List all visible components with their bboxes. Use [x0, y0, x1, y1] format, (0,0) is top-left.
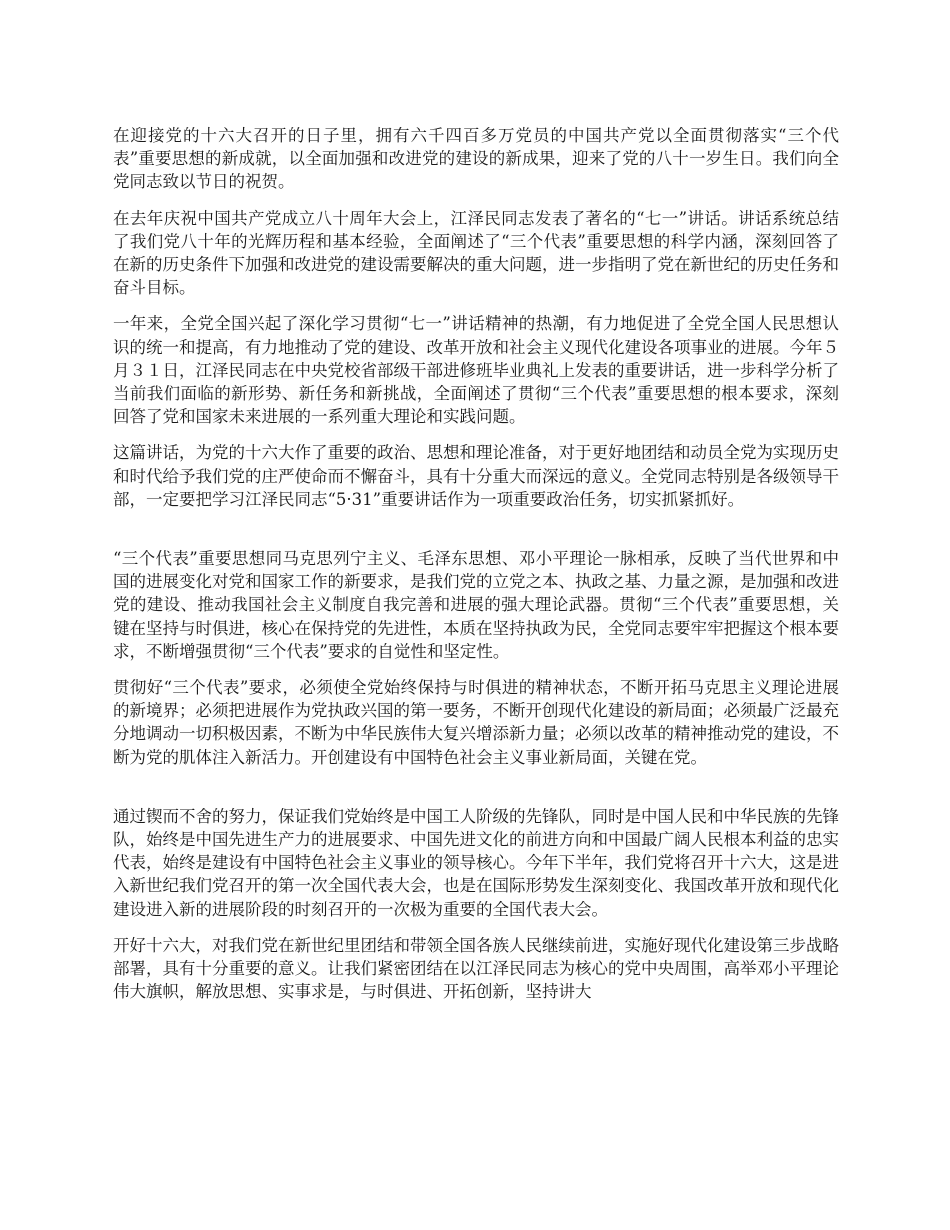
paragraph-5: “三个代表”重要思想同马克思列宁主义、毛泽东思想、邓小平理论一脉相承，反映了当代世界和中国的进展变化对党和国家工作的新要求，是我们党的立党之本、执政之基、力量之源，是加强和改进党的建设、推动我国社会主义制度自我完善和进展的强大理论武器。贯彻“三个代表”重要思想，关键在坚持与时俱进，核心在保持党的先进性，本质在坚持执政为民，全党同志要牢牢把握这个根本要求，不断增强贯彻“三个代表”要求的自觉性和坚定性。 [113, 549, 839, 661]
paragraph-7: 通过锲而不舍的努力，保证我们党始终是中国工人阶级的先锋队，同时是中国人民和中华民族的先锋队，始终是中国先进生产力的进展要求、中国先进文化的前进方向和中国最广阔人民根本利益的忠实代表，始终是建设有中国特色社会主义事业的领导核心。今年下半年，我们党将召开十六大，这是进入新世纪我们党召开的第一次全国代表大会，也是在国际形势发生深刻变化、我国改革开放和现代化建设进入新的进展阶段的时刻召开的一次极为重要的全国代表大会。 [113, 806, 839, 919]
document-body [113, 124, 839, 1017]
paragraph-1: 在迎接党的十六大召开的日子里，拥有六千四百多万党员的中国共产党以全面贯彻落实“三个代表”重要思想的新成就，以全面加强和改进党的建设的新成果，迎来了党的八十一岁生日。我们向全党同志致以节日的祝贺。 [113, 126, 839, 192]
paragraph-4: 这篇讲话，为党的十六大作了重要的政治、思想和理论准备，对于更好地团结和动员全党为实现历史和时代给予我们党的庄严使命而不懈奋斗，具有十分重大而深远的意义。全党同志特别是各级领导干部，一定要把学习江泽民同志“5·31”重要讲话作为一项重要政治任务，切实抓紧抓好。 [113, 443, 839, 509]
paragraph-8: 开好十六大，对我们党在新世纪里团结和带领全国各族人民继续前进，实施好现代化建设第三步战略部署，具有十分重要的意义。让我们紧密团结在以江泽民同志为核心的党中央周围，高举邓小平理论伟大旗帜，解放思想、实事求是，与时俱进、开拓创新，坚持讲大 [113, 935, 839, 1002]
paragraph-3: 一年来，全党全国兴起了深化学习贯彻“七一”讲话精神的热潮，有力地促进了全党全国人民思想认识的统一和提高，有力地推动了党的建设、改革开放和社会主义现代化建设各项事业的进展。今年５月３１日，江泽民同志在中央党校省部级干部进修班毕业典礼上发表的重要讲话，进一步科学分析了当前我们面临的新形势、新任务和新挑战，全面阐述了贯彻“三个代表”重要思想的根本要求，深刻回答了党和国家未来进展的一系列重大理论和实践问题。 [113, 314, 839, 427]
paragraph-6: 贯彻好“三个代表”要求，必须使全党始终保持与时俱进的精神状态，不断开拓马克思主义理论进展的新境界；必须把进展作为党执政兴国的第一要务，不断开创现代化建设的新局面；必须最广泛最充分地调动一切积极因素，不断为中华民族伟大复兴增添新力量；必须以改革的精神推动党的建设，不断为党的肌体注入新活力。开创建设有中国特色社会主义事业新局面，关键在党。 [113, 678, 839, 767]
paragraph-2: 在去年庆祝中国共产党成立八十周年大会上，江泽民同志发表了著名的“七一”讲话。讲话系统总结了我们党八十年的光辉历程和基本经验，全面阐述了“三个代表”重要思想的科学内涵，深刻回答了在新的历史条件下加强和改进党的建设需要解决的重大问题，进一步指明了党在新世纪的历史任务和奋斗目标。 [113, 208, 839, 298]
